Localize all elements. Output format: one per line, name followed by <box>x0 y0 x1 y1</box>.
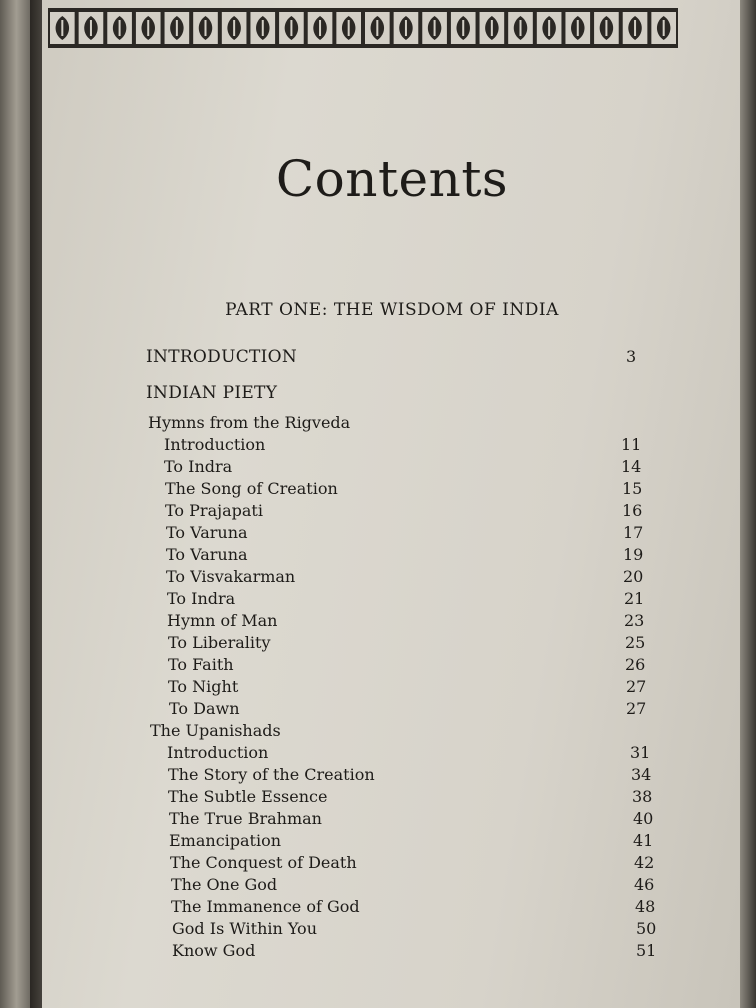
toc-entry <box>167 741 687 765</box>
toc-entry <box>168 631 688 655</box>
toc-entry-title: INTRODUCTION <box>146 347 298 367</box>
toc-entry <box>172 939 692 963</box>
toc-page-number: 34 <box>631 765 652 784</box>
toc-entry-title: Hymns from the Rigveda <box>148 413 351 432</box>
toc-entry <box>166 565 686 589</box>
toc-page-number: 50 <box>636 919 657 938</box>
toc-page-number: 16 <box>622 501 643 520</box>
toc-entry <box>167 609 687 633</box>
toc-page-number: 23 <box>624 611 645 630</box>
toc-entry-title: To Dawn <box>169 699 240 718</box>
toc-entry <box>168 785 688 809</box>
toc-page-number: 51 <box>636 941 657 960</box>
toc-entry-title: The Subtle Essence <box>168 787 328 806</box>
toc-entry-title: Hymn of Man <box>167 611 278 630</box>
toc-entry <box>168 653 688 677</box>
toc-page-number: 27 <box>626 677 647 696</box>
toc-page-number: 41 <box>633 831 654 850</box>
toc-entry-title: The True Brahman <box>169 809 322 828</box>
toc-page-number: 21 <box>624 589 645 608</box>
toc-entry-title: To Prajapati <box>165 501 263 520</box>
toc-entry <box>165 499 685 523</box>
toc-entry <box>148 411 668 435</box>
toc-entry-title: The Conquest of Death <box>170 853 357 872</box>
toc-entry-title: The Immanence of God <box>171 897 360 916</box>
toc-entry <box>171 873 691 897</box>
toc-entry-title: To Varuna <box>166 545 248 564</box>
toc-page-number: 48 <box>635 897 656 916</box>
toc-entry <box>168 675 688 699</box>
toc-entry-title: Know God <box>172 941 256 960</box>
toc-page-number: 11 <box>621 435 642 454</box>
toc-entry-title: The One God <box>171 875 278 894</box>
toc-entry-title: To Visvakarman <box>166 567 296 586</box>
toc-page-number: 46 <box>634 875 655 894</box>
toc-entry <box>166 543 686 567</box>
toc-entry-title: Emancipation <box>169 831 282 850</box>
toc-entry <box>150 719 670 743</box>
decorative-border-ornament <box>48 8 678 48</box>
toc-entry-title: INDIAN PIETY <box>146 383 278 403</box>
toc-entry <box>168 763 688 787</box>
page-title: Contents <box>275 150 509 208</box>
toc-entry-title: God Is Within You <box>172 919 317 938</box>
toc-page-number: 14 <box>621 457 642 476</box>
toc-entry-title: To Varuna <box>166 523 248 542</box>
toc-page-number: 20 <box>623 567 644 586</box>
toc-entry-title: To Night <box>168 677 239 696</box>
toc-page-number: 27 <box>626 699 647 718</box>
toc-page-number: 3 <box>626 347 637 366</box>
toc-page-number: 26 <box>625 655 646 674</box>
toc-page-number: 15 <box>622 479 643 498</box>
toc-entry-title: Introduction <box>167 743 269 762</box>
toc-entry <box>169 697 689 721</box>
toc-page-number: 40 <box>633 809 654 828</box>
toc-page-number: 19 <box>623 545 644 564</box>
toc-entry-title: To Faith <box>168 655 234 674</box>
toc-entry <box>169 807 689 831</box>
toc-entry-title: The Song of Creation <box>165 479 338 498</box>
toc-entry <box>146 381 666 405</box>
part-heading: PART ONE: THE WISDOM OF INDIA <box>225 300 559 320</box>
toc-entry <box>169 829 689 853</box>
toc-entry <box>165 477 685 501</box>
toc-entry <box>164 455 684 479</box>
toc-entry-title: To Indra <box>167 589 236 608</box>
toc-entry-title: To Indra <box>164 457 233 476</box>
toc-entry <box>172 917 692 941</box>
toc-entry-title: To Liberality <box>168 633 271 652</box>
toc-page-number: 17 <box>623 523 644 542</box>
toc-entry-title: The Story of the Creation <box>168 765 375 784</box>
toc-entry <box>166 521 686 545</box>
toc-entry-title: The Upanishads <box>150 721 281 740</box>
toc-page-number: 38 <box>632 787 653 806</box>
toc-entry <box>170 851 690 875</box>
toc-entry <box>164 433 684 457</box>
toc-entry <box>167 587 687 611</box>
toc-page-number: 42 <box>634 853 655 872</box>
toc-entry <box>171 895 691 919</box>
toc-page-number: 25 <box>625 633 646 652</box>
toc-page-number: 31 <box>630 743 651 762</box>
toc-entry <box>146 345 666 369</box>
toc-entry-title: Introduction <box>164 435 266 454</box>
